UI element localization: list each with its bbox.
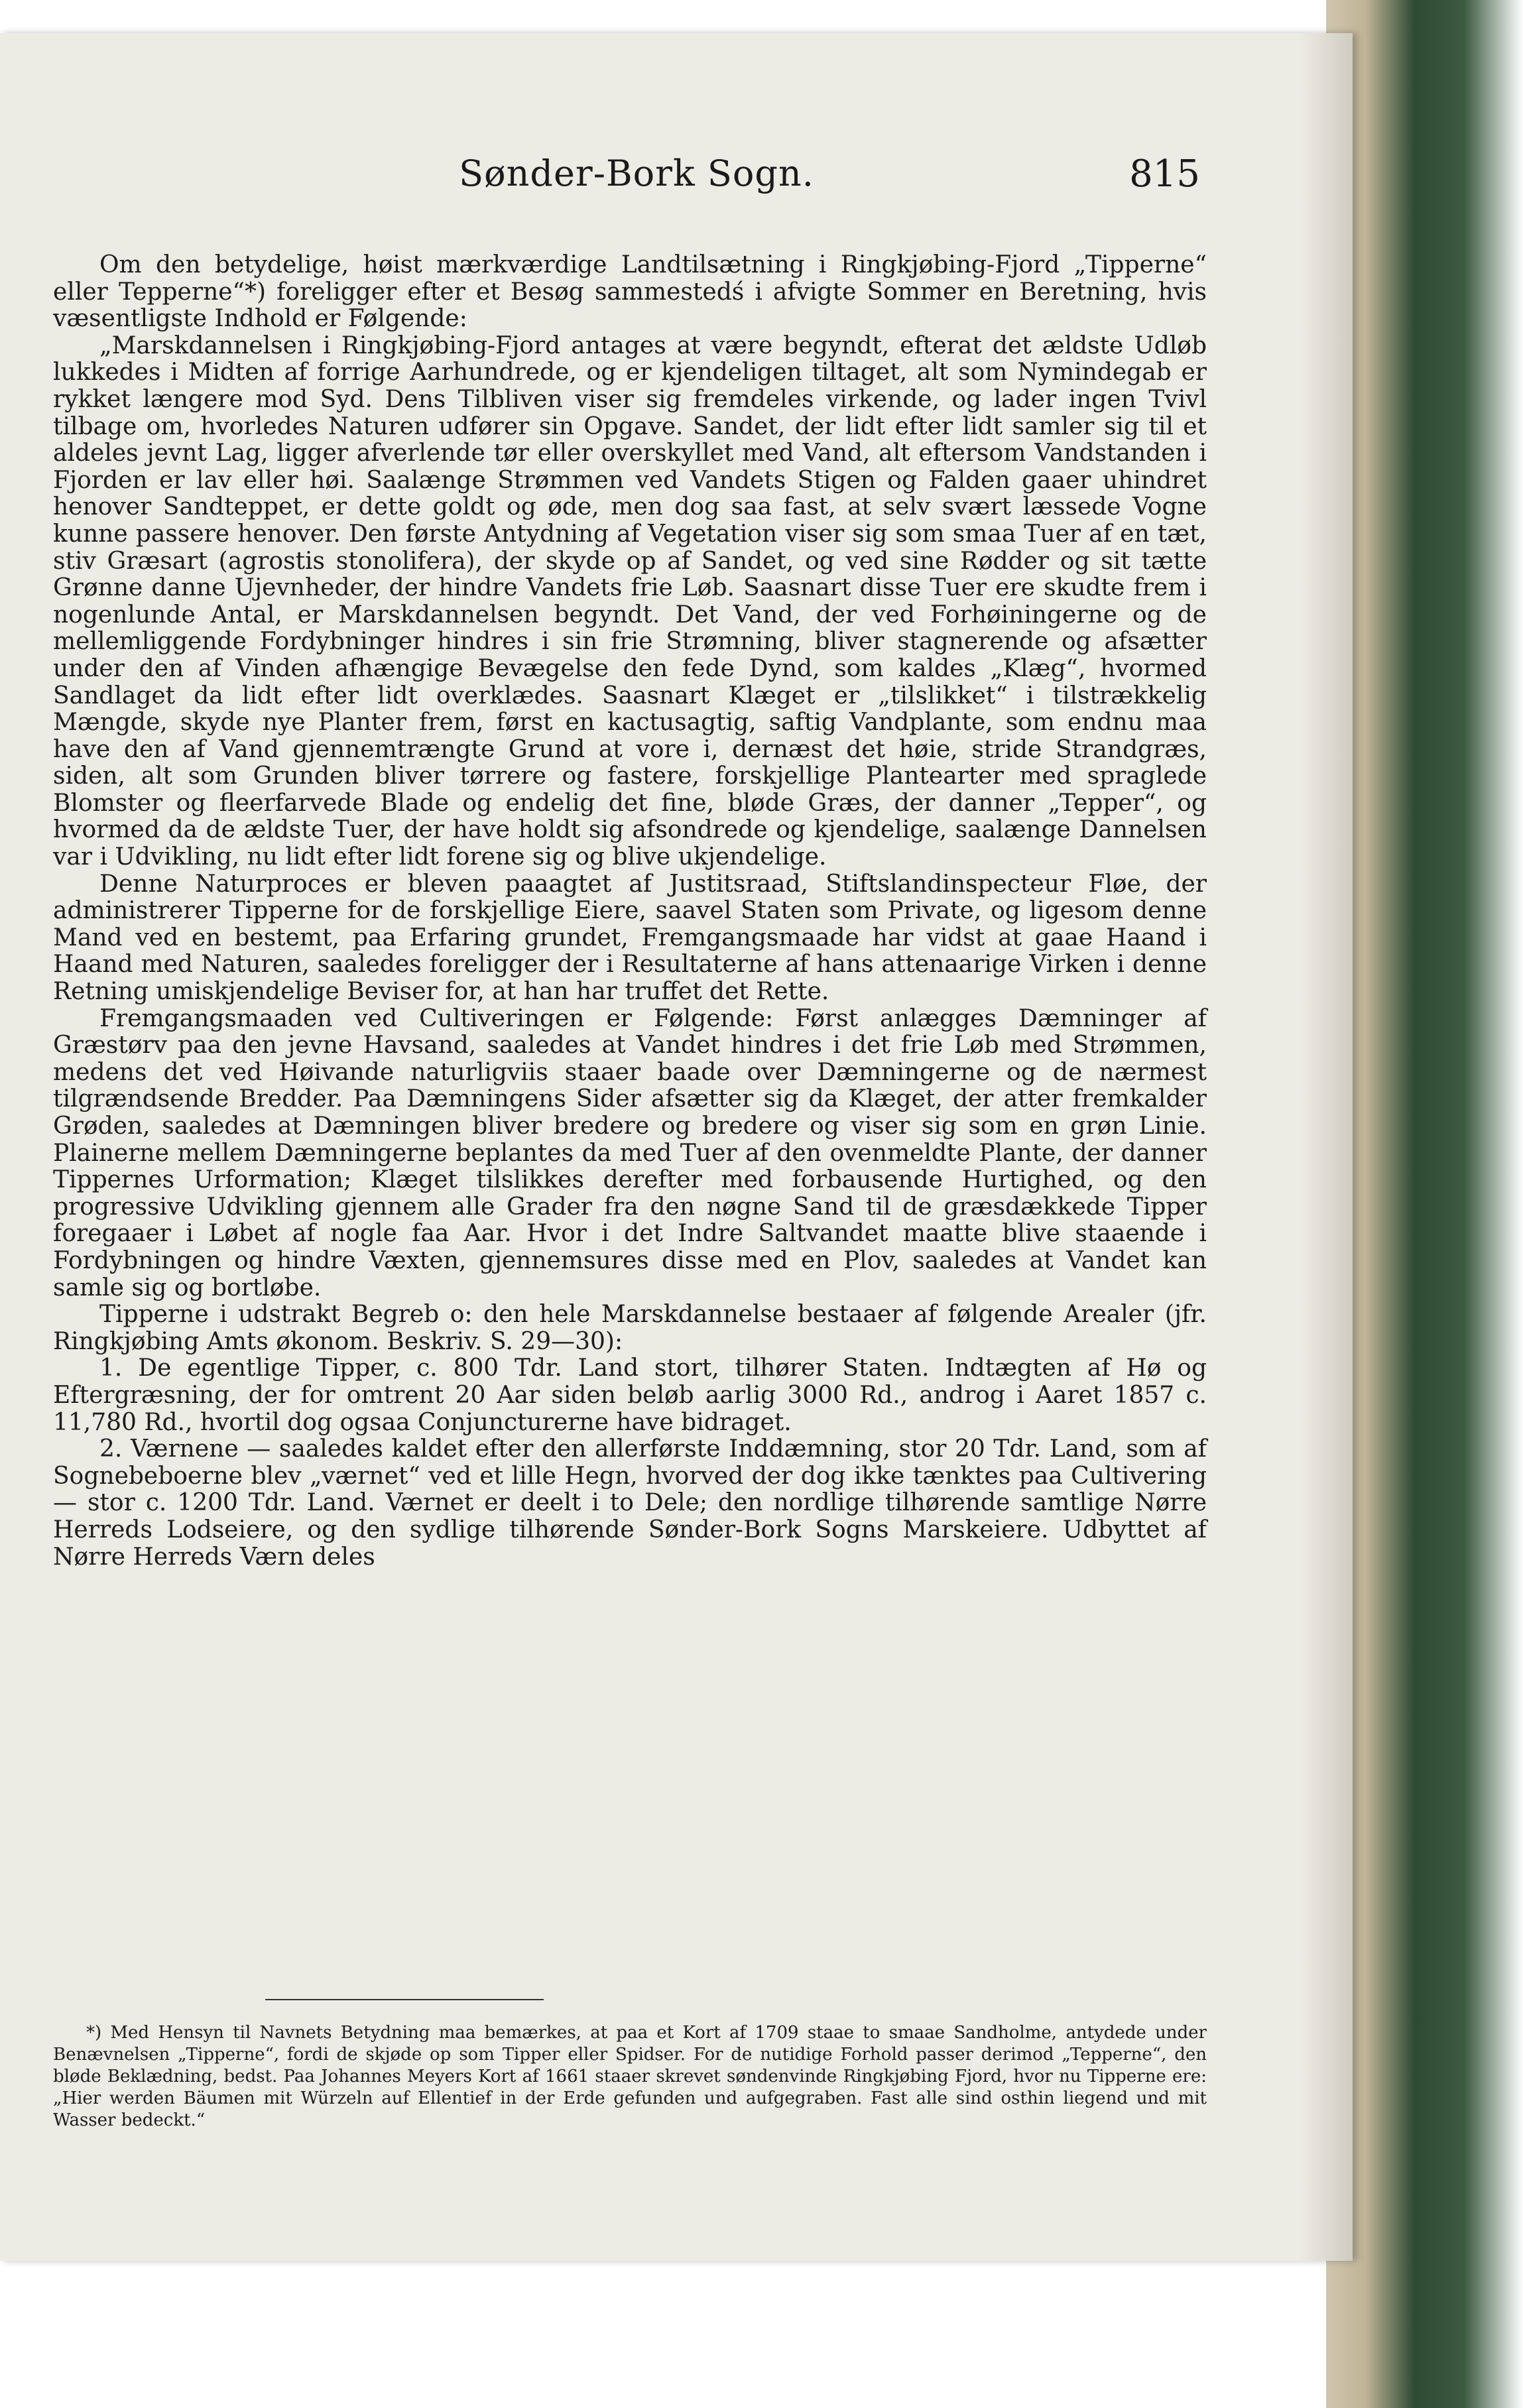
list-item: 2. Værnene — saaledes kaldet efter den allerførste Inddæmning, stor 20 Tdr. Land, som af Sognebeboerne blev „værnet“ ved et lille Hegn, hvorved der dog ikke tænktes paa Cultivering — stor c. 1200 Tdr. Land. Værnet er deelt i to Dele; den nordlige tilhørende samtlige Nørre Herreds Lodseiere, og den sydlige tilhørende Sønder-Bork Sogns Marskeiere. Udbyttet af Nørre Herreds Værn deles	[53, 1435, 1207, 1571]
footnote-divider	[265, 1999, 544, 2000]
paragraph: Om den betydelige, høist mærkværdige Landtilsætning i Ringkjøbing-Fjord „Tipperne“ eller Tepperne“*) foreligger efter et Besøg sammestedś i afvigte Sommer en Beretning, hvis væsentligste Indhold er Følgende:	[53, 251, 1207, 333]
footnote: *) Med Hensyn til Navnets Betydning maa bemærkes, at paa et Kort af 1709 staae to smaae Sandholme, antydede under Benævnelsen „Tipperne“, fordi de skjøde op som Tipper eller Spidser. For de nutidige Forhold passer derimod „Tepperne“, den bløde Beklædning, bedst. Paa Johannes Meyers Kort af 1661 staaer skrevet søndenvinde Ringkjøbing Fjord, hvor nu Tipperne ere: „Hier werden Bäumen mit Würzeln auf Ellentief in der Erde gefunden und aufgegraben. Fast alle sind osthin liegend und mit Wasser bedeckt.“	[53, 2023, 1207, 2130]
paragraph: „Marskdannelsen i Ringkjøbing-Fjord antages at være begyndt, efterat det ældste Udløb lukkedes i Midten af forrige Aarhundrede, og er kjendeligen tiltaget, alt som Nymindegab er rykket længere mod Syd. Dens Tilbliven viser sig fremdeles virkende, og lader ingen Tvivl tilbage om, hvorledes Naturen udfører sin Opgave. Sandet, der lidt efter lidt samler sig til et aldeles jevnt Lag, ligger afverlende tør eller overskyllet med Vand, alt eftersom Vandstanden i Fjorden er lav eller høi. Saalænge Strømmen ved Vandets Stigen og Falden gaaer uhindret henover Sandteppet, er dette goldt og øde, men dog saa fast, at selv svært læssede Vogne kunne passere henover. Den første Antydning af Vegetation viser sig som smaa Tuer af en tæt, stiv Græsart (agrostis stonolifera), der skyde op af Sandet, og ved sine Rødder og sit tætte Grønne danne Ujevnheder, der hindre Vandets frie Løb. Saasnart disse Tuer ere skudte frem i nogenlunde Antal, er Marskdannelsen begyndt. Det Vand, der ved Forhøiningerne og de mellemliggende Fordybninger hindres i sin frie Strømning, bliver stagnerende og afsætter under den af Vinden afhængige Bevægelse den fede Dynd, som kaldes „Klæg“, hvormed Sandlaget da lidt efter lidt overklædes. Saasnart Klæget er „tilslikket“ i tilstrækkelig Mængde, skyde nye Planter frem, først en kactusagtig, saftig Vandplante, som endnu maa have den af Vand gjennemtrængte Grund at vore i, dernæst det høie, stride Strandgræs, siden, alt som Grunden bliver tørrere og fastere, forskjellige Plantearter med spraglede Blomster og fleerfarvede Blade og endelig det fine, bløde Græs, der danner „Tepper“, og hvormed da de ældste Tuer, der have holdt sig afsondrede og kjendelige, saalænge Dannelsen var i Udvikling, nu lidt efter lidt forene sig og blive ukjendelige.	[53, 331, 1207, 871]
paragraph: Fremgangsmaaden ved Cultiveringen er Følgende: Først anlægges Dæmninger af Græstørv paa den jevne Havsand, saaledes at Vandet hindres i det frie Løb med Strømmen, medens det ved Høivande naturligviis staaer baade over Dæmningerne og de nærmest tilgrændsende Bredder. Paa Dæmningens Sider afsætter sig da Klæget, der atter fremkalder Grøden, saaledes at Dæmningen bliver bredere og bredere og viser sig som en grøn Linie. Plainerne mellem Dæmningerne beplantes da med Tuer af den ovenmeldte Plante, der danner Tippernes Urformation; Klæget tilslikkes derefter med forbausende Hurtighed, og den progressive Udvikling gjennem alle Grader fra den nøgne Sand til de græsdækkede Tipper foregaaer i Løbet af nogle faa Aar. Hvor i det Indre Saltvandet maatte blive staaende i Fordybningen og hindre Væxten, gjennemsures disse med en Plov, saaledes at Vandet kan samle sig og bortløbe.	[53, 1004, 1207, 1301]
paragraph: Denne Naturproces er bleven paaagtet af Justitsraad, Stiftslandinspecteur Fløe, der administrerer Tipperne for de forskjellige Eiere, saavel Staten som Private, og ligesom denne Mand ved en bestemt, paa Erfaring grundet, Fremgangsmaade har vidst at gaae Haand i Haand med Naturen, saaledes foreligger der i Resultaterne af hans attenaarige Virken i denne Retning umiskjendelige Beviser for, at han har truffet det Rette.	[53, 870, 1207, 1006]
footnote-block	[53, 2022, 1207, 2132]
page-number: 815	[1129, 152, 1200, 196]
book-spine-edge	[1326, 0, 1523, 2408]
list-item: 1. De egentlige Tipper, c. 800 Tdr. Land stort, tilhører Staten. Indtægten af Hø og Eftergræsning, der for omtrent 20 Aar siden beløb aarlig 3000 Rd., androg i Aaret 1857 c. 11,780 Rd., hvortil dog ogsaa Conjuncturerne have bidraget.	[53, 1354, 1207, 1436]
page-header	[73, 152, 1200, 212]
running-title: Sønder-Bork Sogn.	[459, 152, 814, 194]
paragraph: Tipperne i udstrakt Begreb o: den hele Marskdannelse bestaaer af følgende Arealer (jfr. Ringkjøbing Amts økonom. Beskriv. S. 29—30):	[53, 1301, 1207, 1355]
page-gutter-shadow	[1300, 33, 1353, 2261]
main-text	[53, 252, 1207, 1571]
